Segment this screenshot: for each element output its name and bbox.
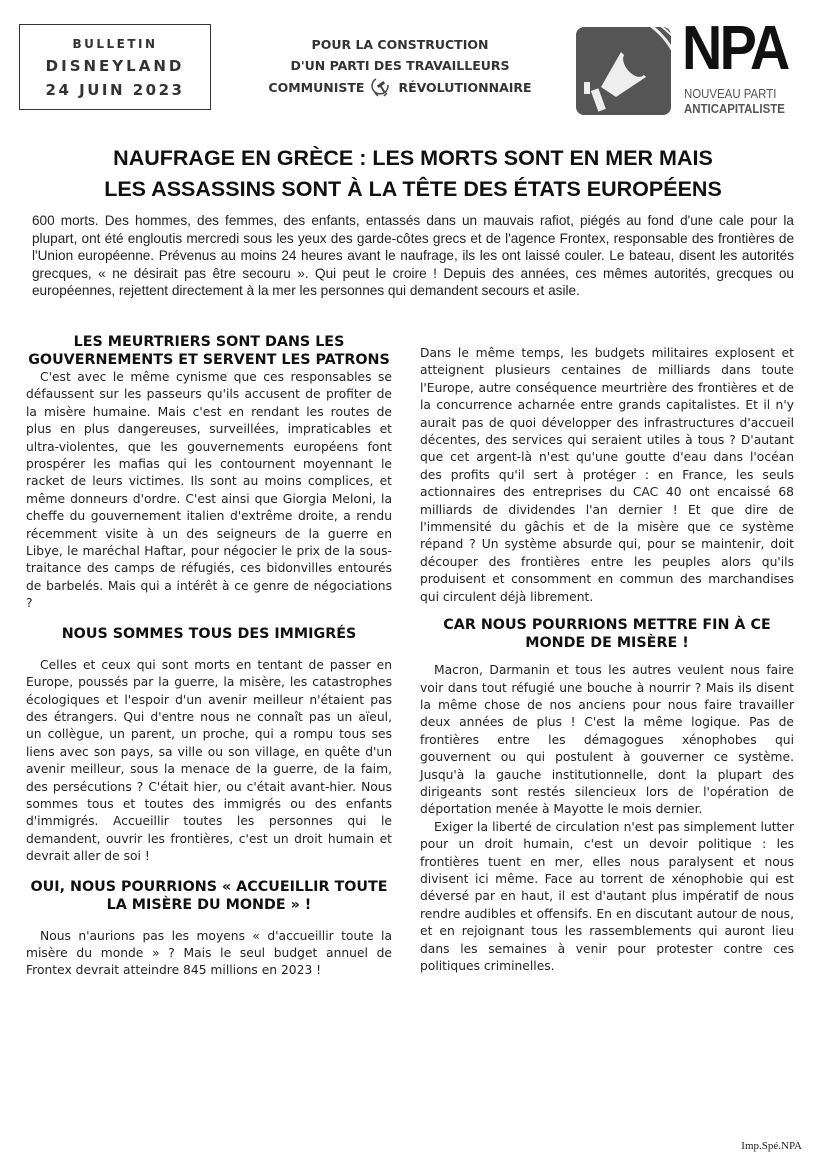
section-heading: NOUS SOMMES TOUS DES IMMIGRÉS — [61, 625, 357, 642]
megaphone-icon — [576, 27, 671, 115]
lede-paragraph: 600 morts. Des hommes, des femmes, des enfants, entassés dans un mauvais rafiot, piégés au fond d'une cale pour la plupart, ont été engloutis mercredi sous les yeux des garde-côtes grecs et de l'agence Frontex, responsable des frontières de l'Union européenne. Prévenus au moins 24 heures avant le naufrage, ils les ont laissé couler. Le bateau, disent les autorités grecques, « ne désirait pas être secouru ». Qui peut le croire ! Depuis des années, ces mêmes autorités, grecques ou européennes, rejettent directement à la mer les personnes qui demandent secours et asile. — [32, 213, 794, 299]
section-paragraph: Celles et ceux qui sont morts en tentant de passer en Europe, poussés par la guerre, la misère, les catastrophes écologiques et l'espoir d'un avenir meilleur n'étaient pas des étrangers. Qui d'entre nous ne connaît pas un aïeul, un collègue, un parent, un proche, qui a rompu tous ses liens avec son pays, sa ville ou son village, en quête d'un avenir meilleur, sous la menace de la guerre, de la faim, des persécutions ? C'était hier, ou c'était avant-hier. Nous sommes tous et toutes des immigrés ou des enfants d'immigrés. Accueillir toutes les personnes qui le demandent, ouvrir les frontières, c'est un droit humain et devrait aller de soi ! — [26, 657, 392, 864]
npa-logo — [576, 14, 806, 118]
slogan-communiste: COMMUNISTE — [268, 79, 365, 95]
section-heading: OUI, NOUS POURRIONS « ACCUEILLIR TOUTE LA MISÈRE DU MONDE » ! — [30, 878, 388, 913]
section-paragraph: C'est avec le même cynisme que ces responsables se défaussent sur les passeurs qu'ils accusent de profiter de la misère humaine. Mais c'est en rendant les routes de plus en plus dangereuses, surveillées, impraticables et ultra-violentes, que les gouvernements européens font prospérer les mafias qui les contournent moyennant le racket de leurs victimes. Ils sont au moins complices, et même donneurs d'ordre. C'est ainsi que Giorgia Meloni, la cheffe du gouvernement italien d'extrême droite, a rendu récemment visite à un des seigneurs de la guerre en Libye, le maréchal Haftar, pour négocier le prix de la sous-traitance des camps de réfugiés, ces bidonvilles entourés de barbelés. Mais qui a intérêt à ce genre de négociations ? — [26, 370, 392, 611]
logo-subtitle-1: NOUVEAU PARTI — [684, 86, 777, 101]
right-column — [420, 345, 794, 975]
party-slogan — [240, 34, 560, 98]
left-column — [26, 333, 392, 980]
title-line-2: LES ASSASSINS SONT À LA TÊTE DES ÉTATS EUROPÉENS — [104, 177, 722, 201]
slogan-line-1: POUR LA CONSTRUCTION — [311, 37, 489, 52]
section-heading: LES MEURTRIERS SONT DANS LES GOUVERNEMENTS ET SERVENT LES PATRONS — [28, 334, 390, 368]
printer-credit: Imp.Spé.NPA — [741, 1140, 802, 1152]
bulletin-label: BULLETIN — [72, 37, 158, 51]
section-paragraph: Macron, Darmanin et tous les autres veulent nous faire voir dans tout réfugié une bouche à nourrir ? Mais ils disent la même chose de nos anciens pour nous faire travailler deux années de plus ! C'est la même logique. Pas de frontières entre les démagogues xénophobes qui gouvernent ou qui postulent à gouverner ce système. Jusqu'à la gauche institutionnelle, dont la plupart des dirigeants sont restés silencieux lors de l'opération de déportation menée à Mayotte le mois dernier. — [420, 663, 794, 817]
slogan-line-2: D'UN PARTI DES TRAVAILLEURS — [290, 58, 510, 73]
hammer-sickle-icon — [370, 76, 392, 98]
section-paragraph: Dans le même temps, les budgets militaires explosent et atteignent plusieurs centaines de milliards dans toute l'Europe, autre conséquence meurtrière des frontières et de la concurrence acharnée entre grands capitalistes. Et il n'y aurait pas de quoi développer des infrastructures d'accueil décentes, des services qui seraient utiles à tous ? D'autant que cet argent-là n'est qu'une goutte d'eau dans l'océan des profits qu'il sert à protéger : en France, les seuls actionnaires des entreprises du CAC 40 ont encaissé 68 milliards de dividendes l'an dernier ! Et que dire de l'immensité du gâchis et de la misère que ce système répand ? Un système absurde qui, pour se maintenir, doit découper des frontières entre les peuples alors qu'ils produisent et consomment en commun des marchandises qui circulent déjà librement. — [420, 346, 794, 604]
section-heading: CAR NOUS POURRIONS METTRE FIN À CE MONDE DE MISÈRE ! — [443, 617, 771, 652]
title-line-1: NAUFRAGE EN GRÈCE : LES MORTS SONT EN MER MAIS — [113, 146, 713, 170]
logo-acronym: NPA — [682, 14, 788, 83]
logo-subtitle-2: ANTICAPITALISTE — [684, 101, 785, 116]
section-paragraph: Nous n'aurions pas les moyens « d'accueillir toute la misère du monde » ? Mais le seul budget annuel de Frontex devrait atteindre 845 millions en 2023 ! — [26, 928, 392, 978]
bulletin-location: DISNEYLAND — [45, 57, 185, 75]
slogan-line-3 — [240, 76, 560, 98]
page-title — [30, 143, 796, 205]
bulletin-header-box — [19, 24, 211, 110]
bulletin-date: 24 JUIN 2023 — [45, 81, 185, 99]
section-paragraph: Exiger la liberté de circulation n'est pas simplement lutter pour un droit humain, c'est un devoir politique : les frontières tuent en mer, elles nous paralysent et nous divisent ici même. Face au torrent de xénophobie qui est déversé par en haut, il est d'autant plus impératif de nous rendre audibles et offensifs. En en discutant autour de nous, et en rejoignant tous les rassemblements qui auront lieu dans les semaines à venir pour protester contre ces politiques criminelles. — [420, 819, 794, 973]
slogan-revolutionnaire: RÉVOLUTIONNAIRE — [398, 79, 532, 95]
